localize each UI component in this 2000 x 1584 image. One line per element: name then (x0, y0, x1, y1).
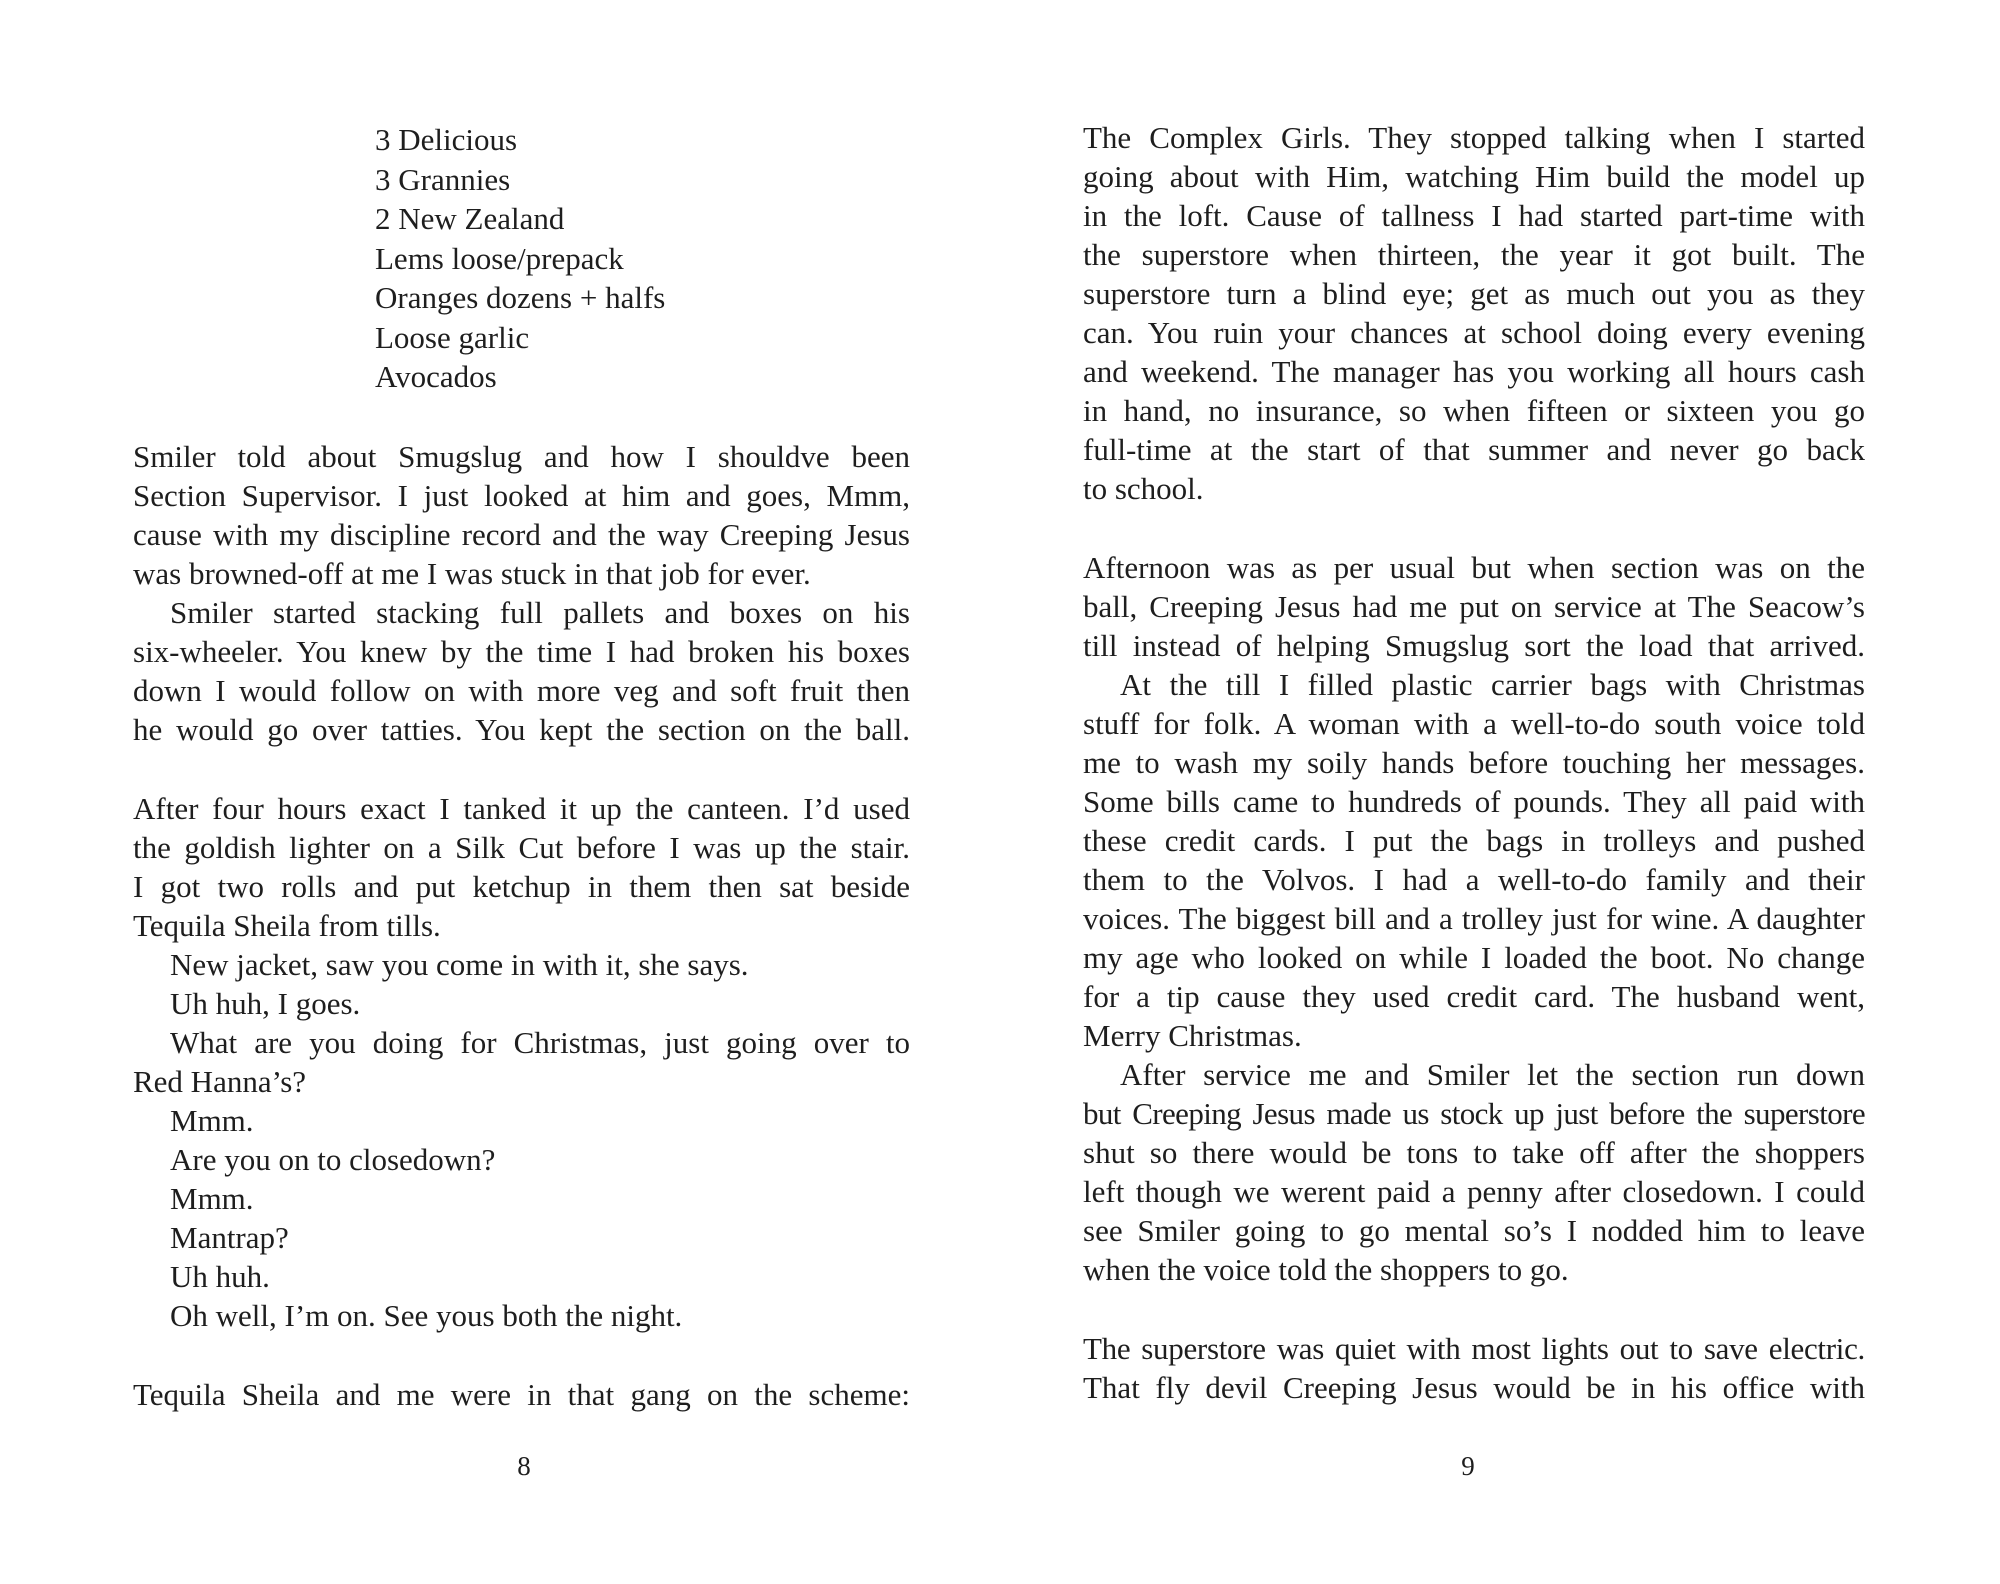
text-line: superstore turn a blind eye; get as much out you as they (1083, 276, 1865, 311)
text-line: in the loft. Cause of tallness I had started part-time with (1083, 198, 1865, 233)
text-line: Mmm. (170, 1103, 254, 1138)
text-line: for a tip cause they used credit card. The husband went, (1083, 979, 1865, 1014)
text-line: Uh huh. (170, 1259, 270, 1294)
text-line: Are you on to closedown? (170, 1142, 496, 1177)
text-line: till instead of helping Smugslug sort the load that arrived. (1083, 628, 1865, 663)
text-line: The superstore was quiet with most lights out to save electric. (1083, 1331, 1865, 1366)
text-line: when the voice told the shoppers to go. (1083, 1252, 1569, 1287)
text-line: shut so there would be tons to take off after the shoppers (1083, 1135, 1865, 1170)
list-item: Oranges dozens + halfs (375, 280, 666, 315)
text-line: was browned-off at me I was stuck in that job for ever. (133, 556, 811, 591)
text-line: going about with Him, watching Him build the model up (1083, 159, 1865, 194)
text-line: the goldish lighter on a Silk Cut before I was up the stair. (133, 830, 910, 865)
text-line: can. You ruin your chances at school doing every evening (1083, 315, 1865, 350)
text-line: New jacket, saw you come in with it, she says. (170, 947, 749, 982)
text-line: Red Hanna’s? (133, 1064, 307, 1099)
text-line: and weekend. The manager has you working all hours cash (1083, 354, 1865, 389)
text-line: he would go over tatties. You kept the section on the ball. (133, 712, 910, 747)
text-line: six-wheeler. You knew by the time I had broken his boxes (133, 634, 910, 669)
text-line: me to wash my soily hands before touching her messages. (1083, 745, 1865, 780)
list-item: 3 Grannies (375, 162, 511, 197)
text-line: full-time at the start of that summer and never go back (1083, 432, 1865, 467)
text-line: but Creeping Jesus made us stock up just before the superstore (1083, 1096, 1865, 1131)
text-line: I got two rolls and put ketchup in them then sat beside (133, 869, 910, 904)
list-item: 3 Delicious (375, 122, 518, 157)
list-item: Avocados (375, 359, 497, 394)
text-line: Mantrap? (170, 1220, 289, 1255)
list-item: Loose garlic (375, 320, 530, 355)
text-line: Some bills came to hundreds of pounds. They all paid with (1083, 784, 1865, 819)
text-line: The Complex Girls. They stopped talking when I started (1083, 120, 1865, 155)
text-line: Uh huh, I goes. (170, 986, 361, 1021)
page-number: 9 (1461, 1451, 1475, 1481)
text-line: After service me and Smiler let the section run down (1120, 1057, 1865, 1092)
text-line: Afternoon was as per usual but when section was on the (1083, 550, 1865, 585)
text-line: Smiler started stacking full pallets and boxes on his (170, 595, 910, 630)
text-line: voices. The biggest bill and a trolley just for wine. A daughter (1083, 901, 1865, 936)
text-line: Tequila Sheila and me were in that gang on the scheme: (133, 1377, 910, 1412)
text-line: stuff for folk. A woman with a well-to-do south voice told (1083, 706, 1865, 741)
list-item: 2 New Zealand (375, 201, 565, 236)
text-line: in hand, no insurance, so when fifteen or sixteen you go (1083, 393, 1865, 428)
text-line: What are you doing for Christmas, just going over to (170, 1025, 910, 1060)
right-page (1000, 0, 2000, 1584)
text-line: Oh well, I’m on. See yous both the night. (170, 1298, 683, 1333)
page-number: 8 (517, 1451, 531, 1481)
text-line: Smiler told about Smugslug and how I shouldve been (133, 439, 910, 474)
text-line: Mmm. (170, 1181, 254, 1216)
text-line: down I would follow on with more veg and soft fruit then (133, 673, 910, 708)
list-item: Lems loose/prepack (375, 241, 624, 276)
text-line: At the till I filled plastic carrier bags with Christmas (1120, 667, 1865, 702)
text-line: After four hours exact I tanked it up the canteen. I’d used (133, 791, 910, 826)
text-line: Tequila Sheila from tills. (133, 908, 441, 943)
text-line: left though we werent paid a penny after closedown. I could (1083, 1174, 1865, 1209)
text-line: Merry Christmas. (1083, 1018, 1302, 1053)
text-line: these credit cards. I put the bags in trolleys and pushed (1083, 823, 1865, 858)
text-line: cause with my discipline record and the way Creeping Jesus (133, 517, 910, 552)
text-line: ball, Creeping Jesus had me put on service at The Seacow’s (1083, 589, 1865, 624)
text-line: see Smiler going to go mental so’s I nodded him to leave (1083, 1213, 1865, 1248)
text-line: the superstore when thirteen, the year it got built. The (1083, 237, 1865, 272)
text-line: That fly devil Creeping Jesus would be in his office with (1083, 1370, 1865, 1405)
text-line: to school. (1083, 471, 1204, 506)
text-line: my age who looked on while I loaded the boot. No change (1083, 940, 1865, 975)
text-line: them to the Volvos. I had a well-to-do family and their (1083, 862, 1865, 897)
text-line: Section Supervisor. I just looked at him and goes, Mmm, (133, 478, 910, 513)
